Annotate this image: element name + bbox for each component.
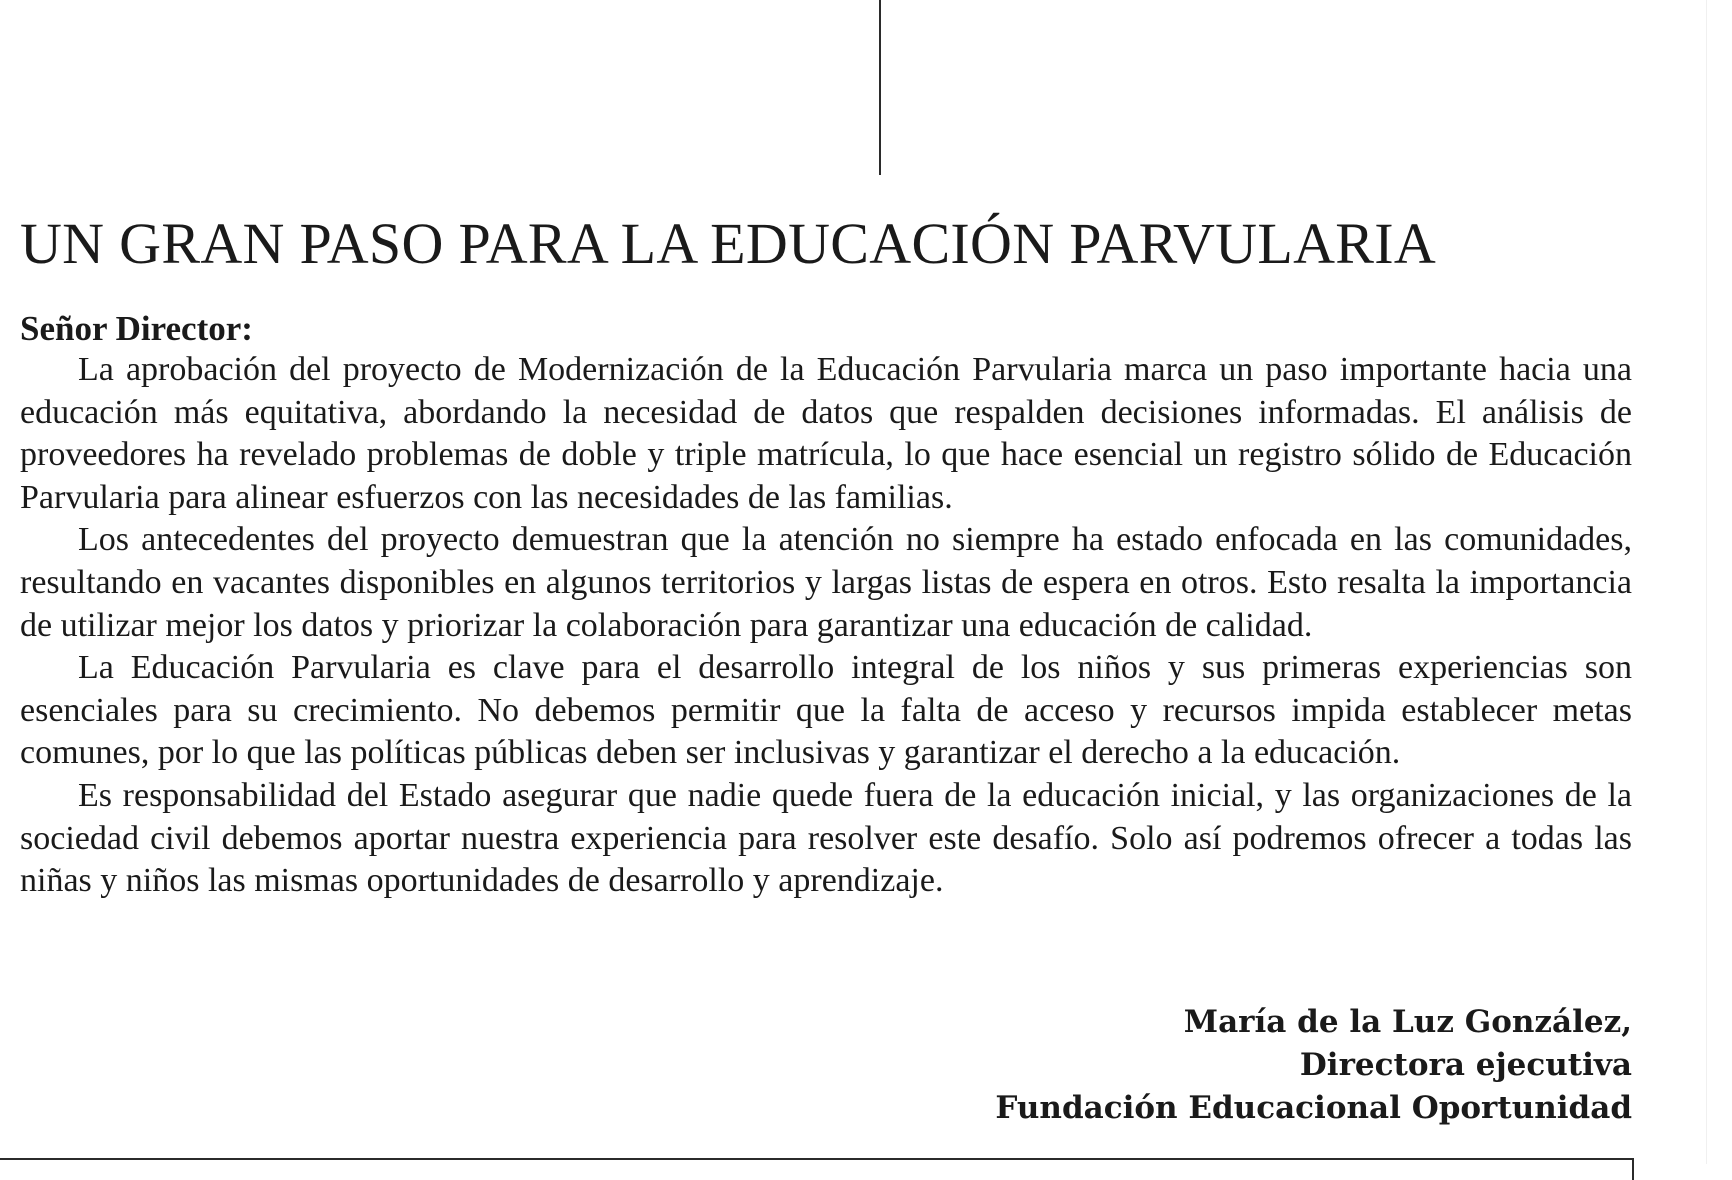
signature-organization: Fundación Educacional Oportunidad (995, 1090, 1632, 1126)
letter-article (20, 212, 1632, 903)
letter-signature (995, 1001, 1632, 1130)
article-headline: UN GRAN PASO PARA LA EDUCACIÓN PARVULARIA (20, 211, 1437, 276)
letter-salutation: Señor Director: (20, 309, 253, 348)
body-paragraph-4: Es responsabilidad del Estado asegurar que nadie quede fuera de la educación inicial, y las organizaciones de la sociedad civil debemos aportar nuestra experiencia para resolver este desafío. Solo así podremos ofrecer a todas las niñas y niños las mismas oportunidades de desarrollo y aprendizaje. (20, 776, 1632, 900)
page-edge-line (1706, 0, 1707, 1164)
letter-body (20, 349, 1632, 903)
signature-name: María de la Luz González, (1183, 1004, 1632, 1040)
body-paragraph-3: La Educación Parvularia es clave para el desarrollo integral de los niños y sus primeras experiencias son esenciales para su crecimiento. No debemos permitir que la falta de acceso y recursos impida establecer metas comunes, por lo que las políticas públicas deben ser inclusivas y garantizar el derecho a la educación. (20, 649, 1632, 772)
column-divider-rule (879, 0, 881, 175)
signature-role: Directora ejecutiva (1299, 1047, 1632, 1083)
body-paragraph-1: La aprobación del proyecto de Modernización de la Educación Parvularia marca un paso importante hacia una educación más equitativa, abordando la necesidad de datos que respalden decisiones informadas. El análisis de proveedores ha revelado problemas de doble y triple matrícula, lo que hace esencial un registro sólido de Educación Parvularia para alinear esfuerzos con las necesidades de las familias. (20, 351, 1632, 516)
bottom-frame-border (0, 1158, 1634, 1180)
body-paragraph-2: Los antecedentes del proyecto demuestran que la atención no siempre ha estado enfocada en las comunidades, resultando en vacantes disponibles en algunos territorios y largas listas de espera en otros. Esto resalta la importancia de utilizar mejor los datos y priorizar la colaboración para garantizar una educación de calidad. (20, 521, 1632, 644)
